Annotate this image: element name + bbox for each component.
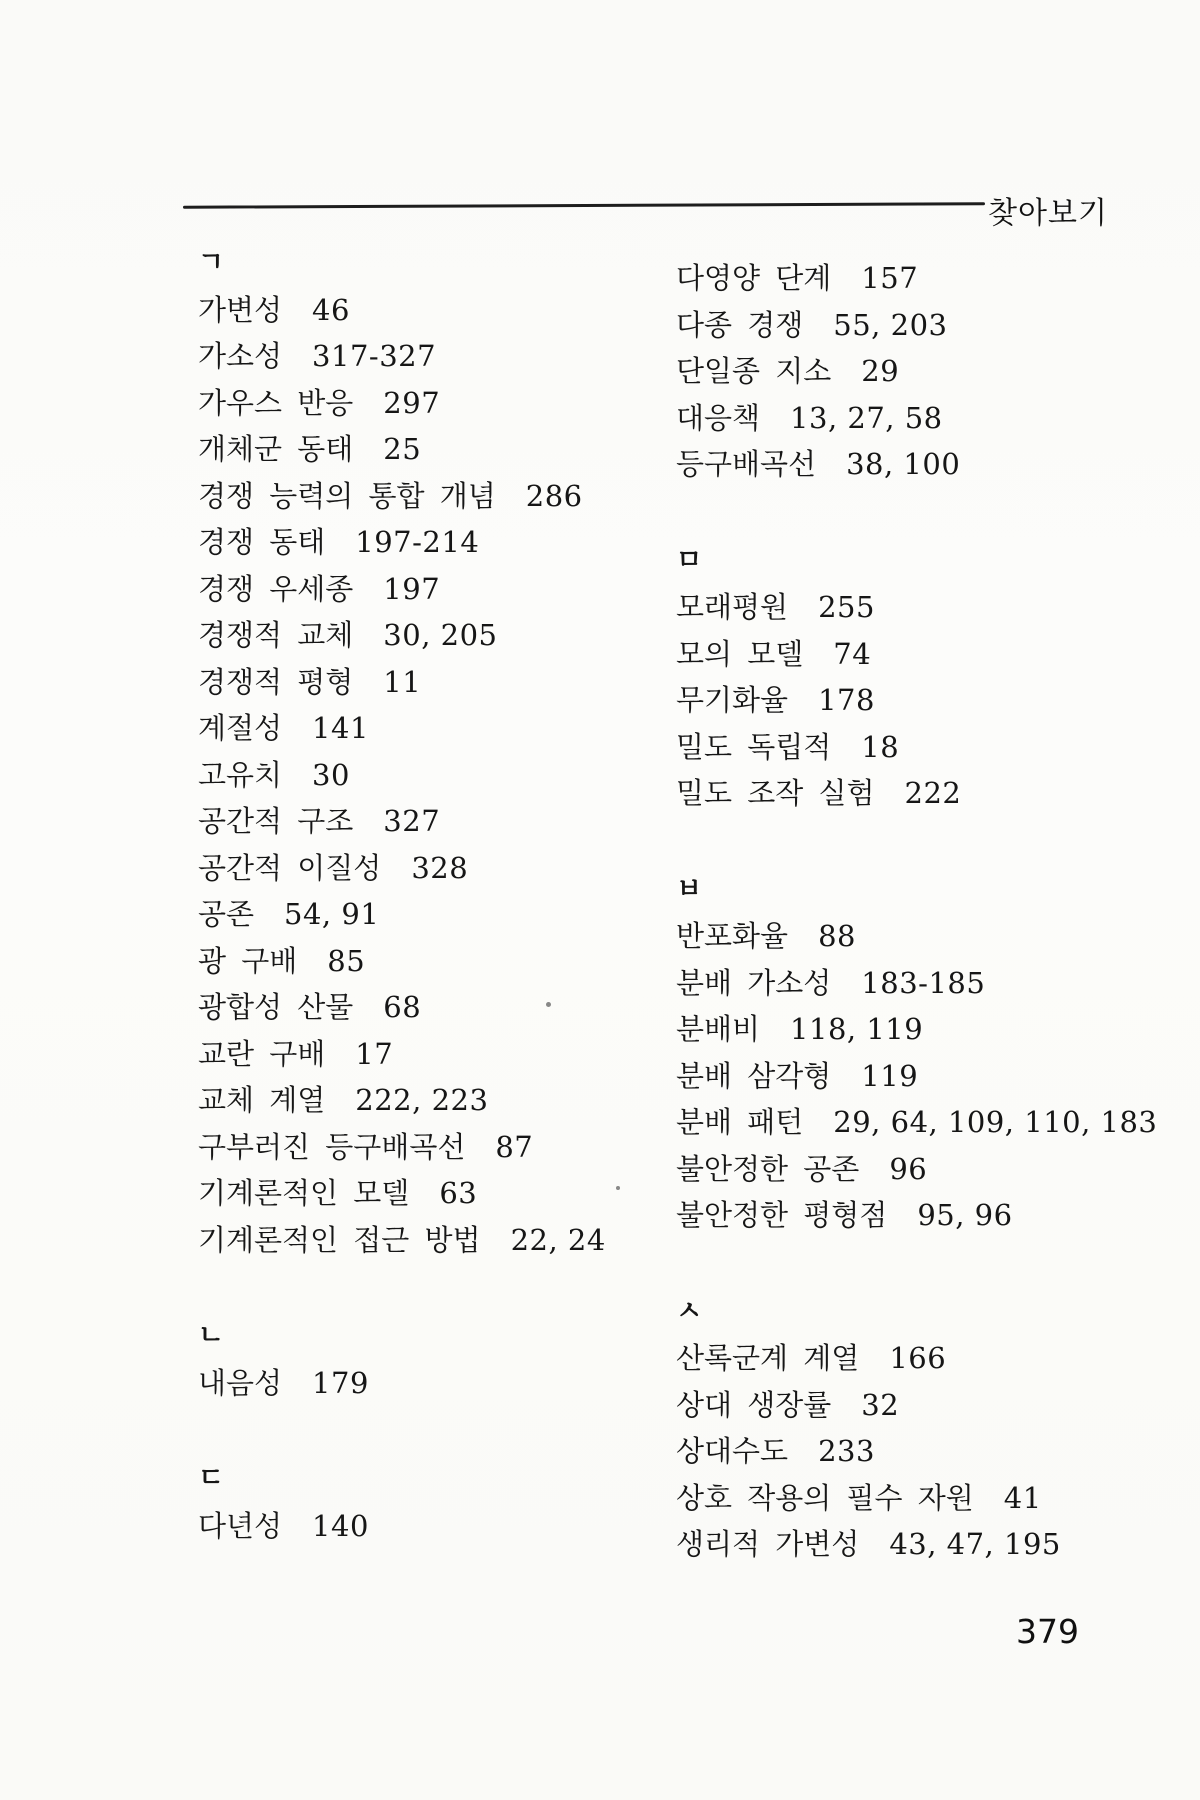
entry-pages: 17 [355,1036,394,1071]
entry-term: 교란 구배 [198,1036,326,1071]
entry-pages: 255 [818,590,875,624]
entry-pages: 166 [889,1341,947,1375]
entry-pages: 41 [1003,1480,1042,1515]
index-column-left [198,240,703,1549]
entry-term: 가변성 [198,292,283,327]
entry-pages: 38, 100 [846,447,961,481]
index-entry [198,1077,703,1124]
entry-pages: 197-214 [355,525,480,559]
entry-term: 다종 경쟁 [676,307,804,342]
index-entry [198,333,703,380]
entry-pages: 29 [861,354,900,388]
entry-pages: 85 [327,943,366,978]
entry-term: 개체군 동태 [198,432,354,466]
index-entry [198,845,703,892]
entry-pages: 43, 47, 195 [889,1527,1061,1561]
entry-term: 다영양 단계 [676,261,832,295]
entry-pages: 157 [861,261,919,295]
entry-term: 고유치 [198,757,283,792]
index-entry [198,473,703,520]
entry-term: 상대수도 [676,1434,789,1468]
index-entry [198,1360,703,1407]
entry-pages: 55, 203 [833,307,948,342]
index-entry [676,770,1181,817]
index-entry [676,677,1181,724]
scan-speck [546,1002,551,1007]
entry-pages: 22, 24 [510,1222,606,1257]
index-entry [676,1192,1181,1239]
entry-pages: 140 [312,1508,369,1543]
entry-term: 공간적 구조 [198,804,354,838]
entry-pages: 63 [439,1176,478,1210]
entry-term: 분배비 [676,1012,761,1046]
index-entry [676,395,1181,442]
index-entry [676,1335,1181,1382]
index-section [198,240,703,1263]
index-entry [198,891,703,938]
entry-pages: 233 [818,1434,875,1468]
entry-term: 구부러진 등구배곡선 [198,1129,466,1164]
entry-pages: 46 [312,292,350,327]
entry-term: 단일종 지소 [676,354,832,388]
index-entry [676,1053,1181,1100]
header-divider-rule [183,202,985,208]
section-heading: ㄴ [198,1320,225,1351]
entry-term: 불안정한 평형점 [676,1198,888,1232]
entry-term: 경쟁적 평형 [198,664,354,699]
entry-pages: 87 [495,1129,534,1164]
entry-term: 교체 계열 [198,1083,326,1117]
entry-term: 분배 가소성 [676,965,832,1000]
entry-pages: 32 [861,1387,900,1422]
entry-pages: 328 [411,850,469,885]
entry-term: 등구배곡선 [676,447,817,481]
index-entry [676,441,1181,488]
entry-term: 밀도 조작 실험 [676,776,875,810]
index-section [198,1313,703,1406]
index-column-right [676,255,1181,1568]
section-heading: ㄱ [198,247,225,278]
index-entry [676,1475,1181,1522]
entry-pages: 317-327 [312,339,437,373]
index-entry [676,631,1181,678]
page-title: 찾아보기 [988,196,1108,231]
entry-pages: 222, 223 [355,1083,489,1117]
entry-pages: 286 [525,478,583,513]
index-entry [198,519,703,566]
index-entry [676,913,1181,960]
index-entry [198,1503,703,1550]
entry-term: 모래평원 [676,590,789,624]
index-entry [676,1099,1181,1146]
entry-term: 대응책 [676,400,761,435]
entry-term: 불안정한 공존 [676,1151,860,1186]
entry-pages: 30, 205 [383,618,498,652]
index-entry [198,380,703,427]
entry-pages: 13, 27, 58 [790,400,943,435]
entry-pages: 327 [383,804,441,838]
index-entry [198,659,703,706]
entry-pages: 179 [312,1365,369,1400]
index-entry [198,1124,703,1171]
index-entry [676,255,1181,302]
index-entry [198,752,703,799]
entry-pages: 119 [861,1058,919,1093]
index-entry [198,1031,703,1078]
index-entry [198,612,703,659]
index-entry [676,302,1181,349]
entry-term: 다년성 [198,1508,283,1543]
entry-term: 무기화율 [676,683,789,717]
section-heading: ㄷ [198,1463,225,1494]
index-section [198,1456,703,1549]
index-entry [198,705,703,752]
entry-term: 가우스 반응 [198,385,354,420]
page-number: 379 [1016,1612,1079,1651]
entry-term: 분배 패턴 [676,1105,804,1139]
entry-term: 공간적 이질성 [198,850,382,885]
entry-term: 분배 삼각형 [676,1058,832,1093]
index-entry [676,960,1181,1007]
entry-term: 기계론적인 모델 [198,1176,410,1210]
entry-term: 가소성 [198,339,283,373]
entry-pages: 118, 119 [790,1012,924,1046]
entry-pages: 178 [818,683,875,717]
section-heading: ㅅ [676,1295,703,1327]
index-entry [198,938,703,985]
entry-term: 상대 생장률 [676,1387,832,1422]
index-entry [198,426,703,473]
entry-term: 반포화율 [676,919,789,953]
index-entry [676,724,1181,771]
entry-pages: 183-185 [861,965,986,1000]
entry-pages: 25 [383,432,422,466]
index-entry [198,1170,703,1217]
entry-pages: 18 [861,729,900,764]
entry-term: 경쟁 우세종 [198,571,354,606]
entry-term: 생리적 가변성 [676,1527,860,1561]
entry-pages: 74 [833,636,872,671]
index-entry [676,1382,1181,1429]
section-heading: ㅂ [676,873,703,905]
entry-term: 계절성 [198,711,283,745]
entry-term: 상호 작용의 필수 자원 [676,1480,974,1515]
index-entry [198,287,703,334]
entry-pages: 141 [312,711,369,745]
index-entry [676,1146,1181,1193]
index-entry [676,1521,1181,1568]
section-heading: ㅁ [676,544,703,576]
entry-pages: 297 [383,385,441,420]
entry-term: 내음성 [198,1365,283,1400]
index-entry [676,584,1181,631]
entry-pages: 29, 64, 109, 110, 183 [833,1105,1158,1139]
entry-term: 산록군계 계열 [676,1341,860,1375]
index-section [676,255,1181,488]
entry-term: 밀도 독립적 [676,729,832,764]
index-entry [676,1006,1181,1053]
entry-term: 기계론적인 접근 방법 [198,1222,481,1257]
index-section [676,1289,1181,1568]
entry-pages: 88 [818,919,856,953]
entry-term: 공존 [198,897,255,931]
index-entry [198,1217,703,1264]
entry-pages: 222 [904,776,962,810]
index-entry [198,566,703,613]
entry-pages: 95, 96 [917,1198,1013,1232]
entry-term: 경쟁 능력의 통합 개념 [198,478,496,513]
entry-pages: 30 [312,757,350,792]
entry-term: 모의 모델 [676,636,804,671]
index-entry [198,984,703,1031]
entry-pages: 11 [383,664,422,699]
entry-pages: 197 [383,571,441,606]
index-entry [676,348,1181,395]
index-entry [198,798,703,845]
index-entry [676,1428,1181,1475]
scan-speck [616,1186,620,1190]
index-section [676,538,1181,817]
entry-pages: 54, 91 [284,897,380,931]
entry-pages: 96 [889,1151,928,1186]
entry-pages: 68 [383,990,422,1024]
entry-term: 경쟁적 교체 [198,618,354,652]
entry-term: 경쟁 동태 [198,525,326,559]
index-section [676,867,1181,1239]
entry-term: 광합성 산물 [198,990,354,1024]
entry-term: 광 구배 [198,943,298,978]
